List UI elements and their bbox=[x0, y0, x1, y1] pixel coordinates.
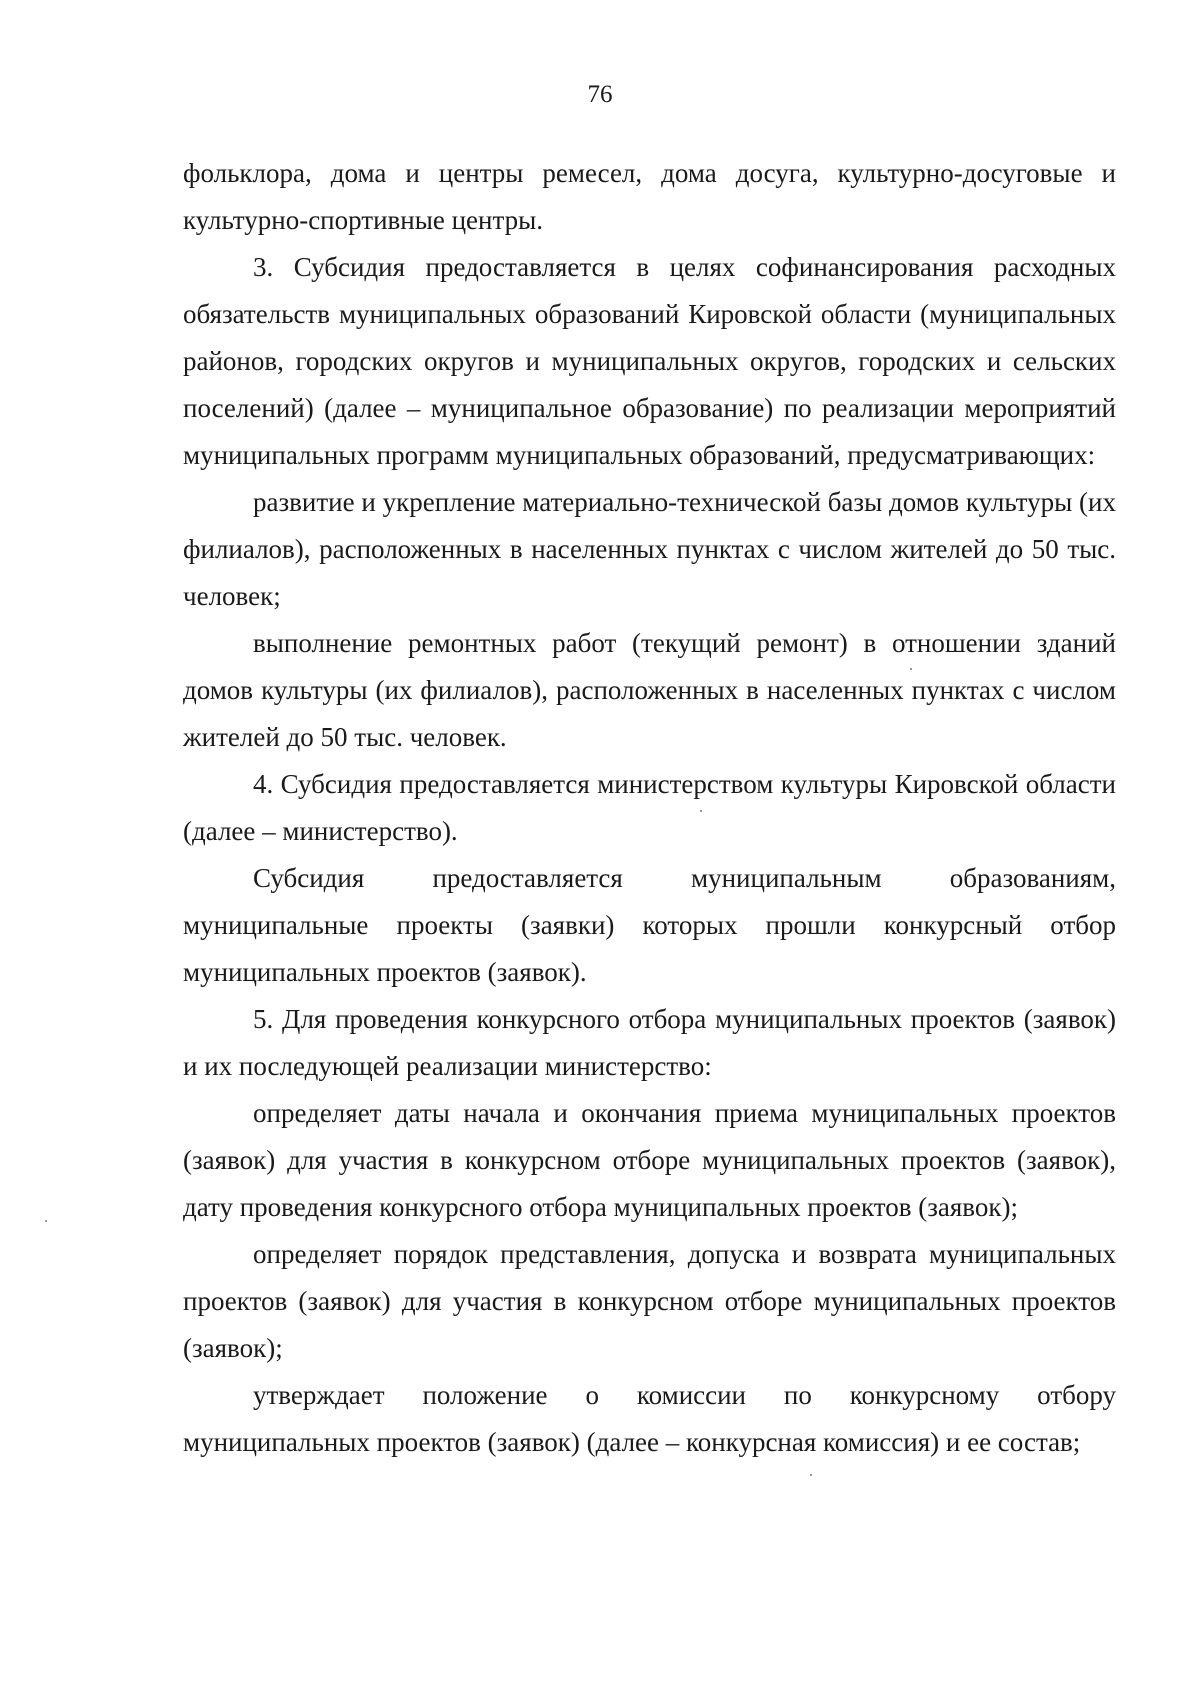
paragraph-item-3: 3. Субсидия предоставляется в целях софинансирования расходных обязательств муниципальных образований Кировской области (муниципальных районов, городских округов и муниципальных округов, городских и сельских поселений) (далее – муниципальное образование) по реализации мероприятий муниципальных программ муниципальных образований, предусматривающих: bbox=[183, 252, 1116, 470]
page-number: 76 bbox=[587, 81, 613, 108]
paragraph-continuation: фольклора, дома и центры ремесел, дома досуга, культурно-досуговые и культурно-спортивные центры. bbox=[183, 158, 1116, 235]
scan-speck bbox=[700, 810, 702, 812]
paragraph-development: развитие и укрепление материально-технической базы домов культуры (их филиалов), расположенных в населенных пунктах с числом жителей до 50 тыс. человек; bbox=[183, 487, 1116, 611]
paragraph-item-5: 5. Для проведения конкурсного отбора муниципальных проектов (заявок) и их последующей реализации министерство: bbox=[183, 1004, 1116, 1081]
paragraph-commission: утверждает положение о комиссии по конкурсному отбору муниципальных проектов (заявок) (далее – конкурсная комиссия) и ее состав; bbox=[183, 1380, 1116, 1457]
scan-speck bbox=[810, 1474, 812, 1476]
scan-speck bbox=[910, 668, 912, 670]
paragraph-subsidy-recipients: Субсидия предоставляется муниципальным образованиям, муниципальные проекты (заявки) которых прошли конкурсный отбор муниципальных проектов (заявок). bbox=[183, 863, 1116, 987]
paragraph-dates: определяет даты начала и окончания приема муниципальных проектов (заявок) для участия в конкурсном отборе муниципальных проектов (заявок), дату проведения конкурсного отбора муниципальных проектов (заявок); bbox=[183, 1098, 1116, 1222]
scan-speck bbox=[45, 1220, 47, 1222]
paragraph-repair-works: выполнение ремонтных работ (текущий ремонт) в отношении зданий домов культуры (их филиалов), расположенных в населенных пунктах с числом жителей до 50 тыс. человек. bbox=[183, 628, 1116, 752]
document-body bbox=[183, 150, 1116, 1466]
paragraph-procedure: определяет порядок представления, допуска и возврата муниципальных проектов (заявок) для участия в конкурсном отборе муниципальных проектов (заявок); bbox=[183, 1239, 1116, 1363]
paragraph-item-4: 4. Субсидия предоставляется министерством культуры Кировской области (далее – министерство). bbox=[183, 769, 1116, 846]
